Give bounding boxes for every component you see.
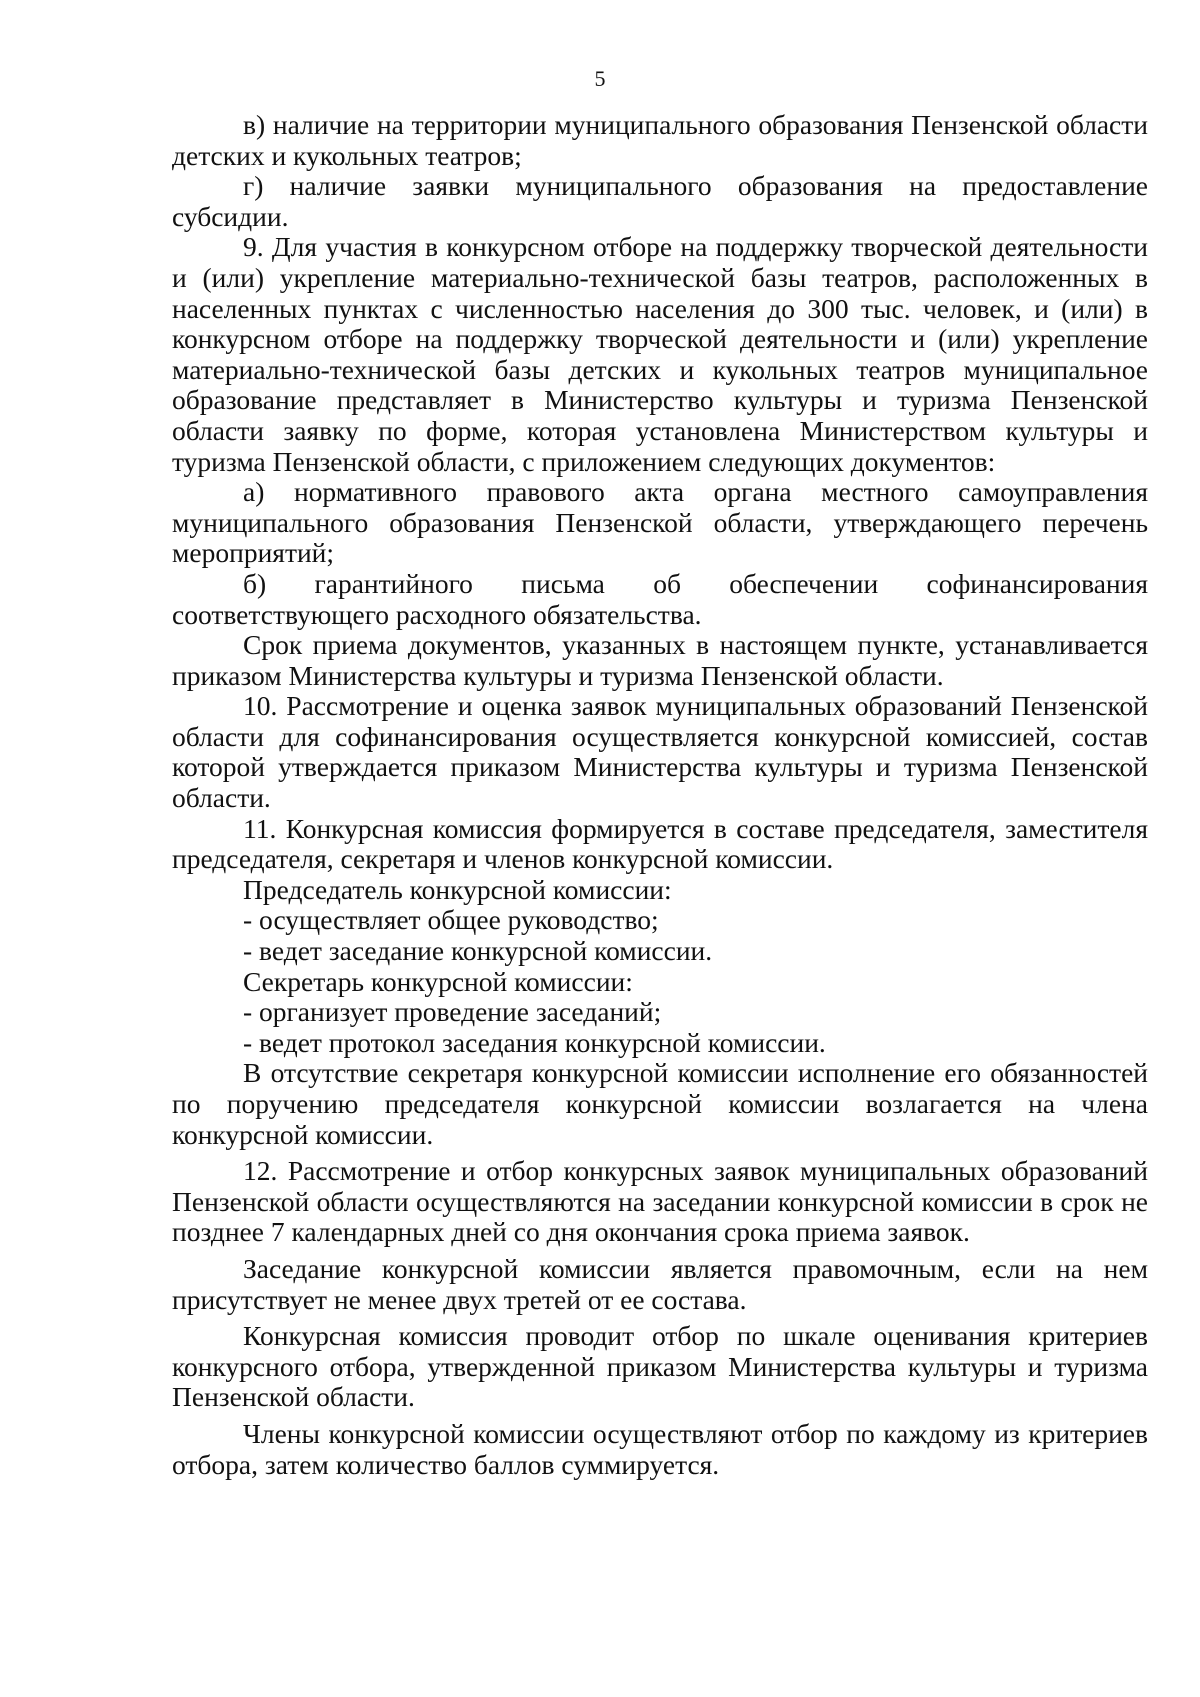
chairman-duty-1: - осуществляет общее руководство; [243,904,659,936]
paragraph-8v: в) наличие на территории муниципального образования Пензенской области детских и кукольных театров; [172,109,1148,171]
paragraph-secretary-absence: В отсутствие секретаря конкурсной комиссии исполнение его обязанностей по поручению председателя конкурсной комиссии возлагается на члена конкурсной комиссии. [172,1057,1148,1150]
paragraph-9b: б) гарантийного письма об обеспечении софинансирования соответствующего расходного обязательства. [172,567,1148,630]
paragraph-scale: Конкурсная комиссия проводит отбор по шкале оценивания критериев конкурсного отбора, утвержденной приказом Министерства культуры и туризма Пензенской области. [172,1320,1148,1413]
page-number: 5 [594,66,606,91]
paragraph-scoring: Члены конкурсной комиссии осуществляют отбор по каждому из критериев отбора, затем количество баллов суммируется. [172,1417,1148,1480]
paragraph-12: 12. Рассмотрение и отбор конкурсных заявок муниципальных образований Пензенской области осуществляются на заседании конкурсной комиссии в срок не позднее 7 календарных дней со дня окончания срока приема заявок. [172,1155,1148,1248]
secretary-duty-1: - организует проведение заседаний; [243,996,662,1028]
paragraph-11: 11. Конкурсная комиссия формируется в составе председателя, заместителя председателя, секретаря и членов конкурсной комиссии. [172,812,1148,875]
document-body [172,110,1148,1480]
paragraph-quorum: Заседание конкурсной комиссии является правомочным, если на нем присутствует не менее двух третей от ее состава. [172,1252,1148,1315]
paragraph-9-deadline: Срок приема документов, указанных в настоящем пункте, устанавливается приказом Министерства культуры и туризма Пензенской области. [172,629,1148,691]
chairman-heading: Председатель конкурсной комиссии: [243,873,672,905]
paragraph-10: 10. Рассмотрение и оценка заявок муниципальных образований Пензенской области для софинансирования осуществляется конкурсной комиссией, состав которой утверждается приказом Министерства культуры и туризма Пензенской области. [172,690,1148,814]
paragraph-8g: г) наличие заявки муниципального образования на предоставление субсидии. [172,170,1148,232]
paragraph-9: 9. Для участия в конкурсном отборе на поддержку творческой деятельности и (или) укрепление материально-технической базы театров, расположенных в населенных пунктах с численностью населения до 300 тыс. человек, и (или) в конкурсном отборе на поддержку творческой деятельности и (или) укрепление материально-технической базы детских и кукольных театров муниципальное образование представляет в Министерство культуры и туризма Пензенской области заявку по форме, которая установлена Министерством культуры и туризма Пензенской области, с приложением следующих документов: [172,231,1148,477]
secretary-heading: Секретарь конкурсной комиссии: [243,965,633,997]
chairman-duty-2: - ведет заседание конкурсной комиссии. [243,935,713,967]
secretary-duty-2: - ведет протокол заседания конкурсной комиссии. [243,1026,826,1058]
paragraph-9a: а) нормативного правового акта органа местного самоуправления муниципального образования Пензенской области, утверждающего перечень мероприятий; [172,476,1148,569]
